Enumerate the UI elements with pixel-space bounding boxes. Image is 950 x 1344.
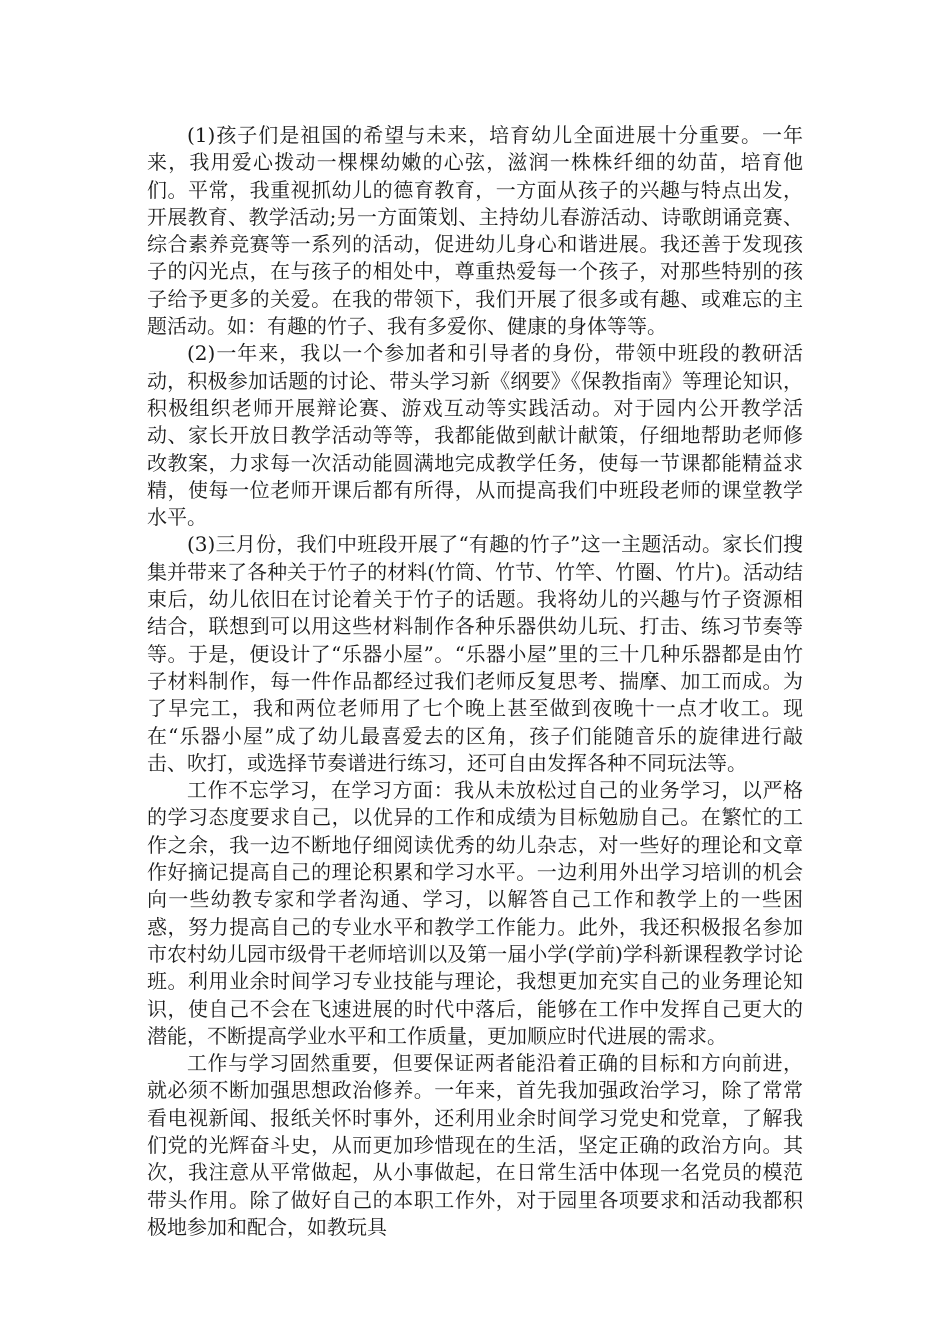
paragraph: (3)三月份，我们中班段开展了“有趣的竹子”这一主题活动。家长们搜集并带来了各种关于竹子的材料(竹筒、竹节、竹竿、竹圈、竹片)。活动结束后，幼儿依旧在讨论着关于竹子的话题。我将幼儿的兴趣与竹子资源相结合，联想到可以用这些材料制作各种乐器供幼儿玩、打击、练习节奏等等。于是，便设计了“乐器小屋”。“乐器小屋”里的三十几种乐器都是由竹子材料制作，每一件作品都经过我们老师反复思考、揣摩、加工而成。为了早完工，我和两位老师用了七个晚上甚至做到夜晚十一点才收工。现在“乐器小屋”成了幼儿最喜爱去的区角，孩子们能随音乐的旋律进行敲击、吹打，或选择节奏谱进行练习，还可自由发挥各种不同玩法等。: [147, 532, 803, 775]
paragraph: (2)一年来，我以一个参加者和引导者的身份，带领中班段的教研活动，积极参加话题的讨论、带头学习新《纲要》《保教指南》等理论知识，积极组织老师开展辩论赛、游戏互动等实践活动。对于园内公开教学活动、家长开放日教学活动等等，我都能做到献计献策，仔细地帮助老师修改教案，力求每一次活动能圆满地完成教学任务，使每一节课都能精益求精，使每一位老师开课后都有所得，从而提高我们中班段老师的课堂教学水平。: [147, 341, 803, 530]
paragraph: (1)孩子们是祖国的希望与未来，培育幼儿全面进展十分重要。一年来，我用爱心拨动一棵棵幼嫩的心弦，滋润一株株纤细的幼苗，培育他们。平常，我重视抓幼儿的德育教育，一方面从孩子的兴趣与特点出发，开展教育、教学活动;另一方面策划、主持幼儿春游活动、诗歌朗诵竞赛、综合素养竞赛等一系列的活动，促进幼儿身心和谐进展。我还善于发现孩子的闪光点，在与孩子的相处中，尊重热爱每一个孩子，对那些特别的孩子给予更多的关爱。在我的带领下，我们开展了很多或有趣、或难忘的主题活动。如：有趣的竹子、我有多爱你、健康的身体等等。: [147, 123, 803, 339]
paragraph: 工作不忘学习，在学习方面：我从未放松过自己的业务学习，以严格的学习态度要求自己，以优异的工作和成绩为目标勉励自己。在繁忙的工作之余，我一边不断地仔细阅读优秀的幼儿杂志，对一些好的理论和文章作好摘记提高自己的理论积累和学习水平。一边利用外出学习培训的机会向一些幼教专家和学者沟通、学习，以解答自己工作和教学上的一些困惑，努力提高自己的专业水平和教学工作能力。此外，我还积极报名参加市农村幼儿园市级骨干老师培训以及第一届小学(学前)学科新课程教学讨论班。利用业余时间学习专业技能与理论，我想更加充实自己的业务理论知识，使自己不会在飞速进展的时代中落后，能够在工作中发挥自己更大的潜能，不断提高学业水平和工作质量，更加顺应时代进展的需求。: [147, 778, 803, 1048]
paragraph: 工作与学习固然重要，但要保证两者能沿着正确的目标和方向前进，就必须不断加强思想政治修养。一年来，首先我加强政治学习，除了常常看电视新闻、报纸关怀时事外，还利用业余时间学习党史和党章，了解我们党的光辉奋斗史，从而更加珍惜现在的生活，坚定正确的政治方向。其次，我注意从平常做起，从小事做起，在日常生活中体现一名党员的模范带头作用。除了做好自己的本职工作外，对于园里各项要求和活动我都积极地参加和配合，如教玩具: [147, 1051, 803, 1239]
document-body: [147, 122, 803, 1241]
